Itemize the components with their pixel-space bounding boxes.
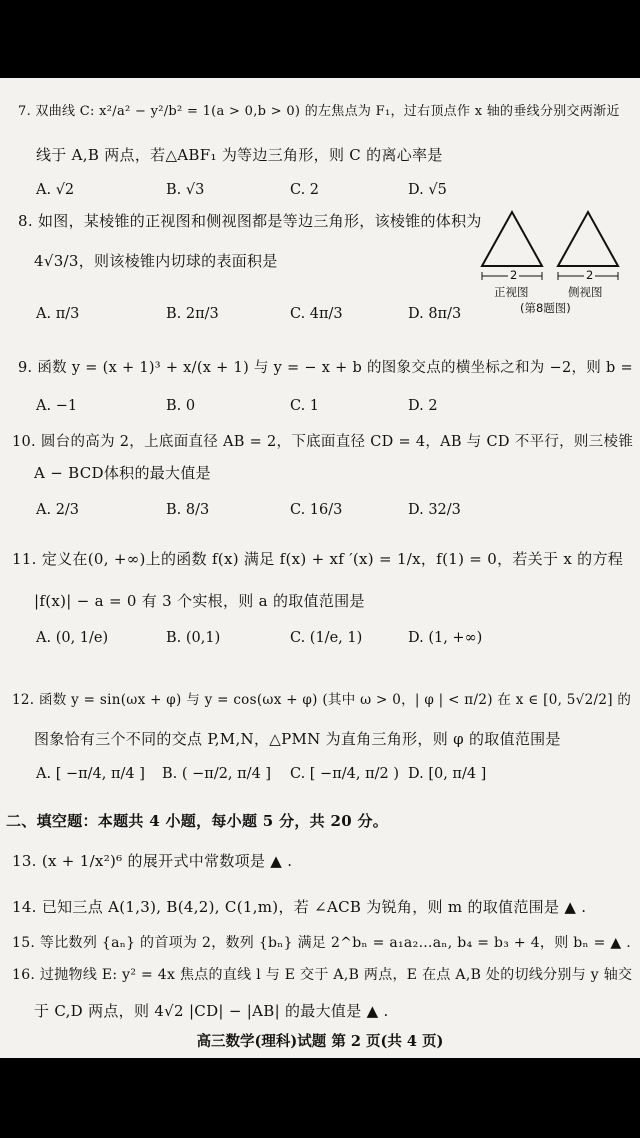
q7-option-a: A. √2 [36,182,75,198]
front-view-triangle [482,212,542,266]
q10-line2: A − BCD体积的最大值是 [34,464,211,482]
q7-line1: 7. 双曲线 C: x²/a² − y²/b² = 1(a > 0,b > 0) 的左焦点为 F₁，过右顶点作 x 轴的垂线分别交两渐近 [18,104,620,119]
q10-option-a: A. 2/3 [36,502,80,518]
q10-option-d: D. 32/3 [408,502,461,518]
q8-line1: 8. 如图，某棱锥的正视图和侧视图都是等边三角形，该棱锥的体积为 [18,212,482,230]
q8-option-a: A. π/3 [36,306,80,322]
q12-option-a: A. [ −π/4, π/4 ] [36,766,145,782]
q10-option-c: C. 16/3 [290,502,343,518]
q15-line1: 15. 等比数列 {aₙ} 的首项为 2，数列 {bₙ} 满足 2^bₙ = a₁a₂…aₙ, b₄ = b₃ + 4，则 bₙ = ▲ . [12,935,631,951]
q12-option-d: D. [0, π/4 ] [408,766,487,782]
front-view-label: 正视图 [494,285,529,299]
q9-option-a: A. −1 [36,398,78,414]
q8-option-b: B. 2π/3 [166,306,219,322]
q12-line1: 12. 函数 y = sin(ωx + φ) 与 y = cos(ωx + φ) (其中 ω > 0，| φ | < π/2) 在 x ∈ [0, 5√2/2] 的 [12,692,632,708]
q12-option-b: B. ( −π/2, π/4 ] [162,766,272,782]
exam-sheet [0,78,640,1058]
q12-line2: 图象恰有三个不同的交点 P,M,N，△PMN 为直角三角形，则 φ 的取值范围是 [34,730,561,748]
side-view-triangle [558,212,618,266]
figure-caption: (第8题图) [520,301,571,315]
q9-option-b: B. 0 [166,398,196,414]
q9-option-d: D. 2 [408,398,438,414]
q11-option-b: B. (0,1) [166,630,221,646]
q11-option-a: A. (0, 1/e) [36,630,109,646]
q8-option-c: C. 4π/3 [290,306,343,322]
q9-option-c: C. 1 [290,398,320,414]
q16-line1: 16. 过抛物线 E: y² = 4x 焦点的直线 l 与 E 交于 A,B 两点，E 在点 A,B 处的切线分别与 y 轴交 [12,967,633,983]
q16-line2: 于 C,D 两点，则 4√2 |CD| − |AB| 的最大值是 ▲ . [34,1002,389,1020]
side-view-label: 侧视图 [568,285,603,299]
q11-option-c: C. (1/e, 1) [290,630,363,646]
q7-line2: 线于 A,B 两点，若△ABF₁ 为等边三角形，则 C 的离心率是 [36,146,443,164]
q10-line1: 10. 圆台的高为 2，上底面直径 AB = 2，下底面直径 CD = 4，AB 与 CD 不平行，则三棱锥 [12,434,634,450]
q13-line1: 13. (x + 1/x²)⁶ 的展开式中常数项是 ▲ . [12,852,293,870]
q12-option-c: C. [ −π/4, π/2 ) [290,766,399,782]
q11-line2: |f(x)| − a = 0 有 3 个实根，则 a 的取值范围是 [34,592,365,610]
q8-figure [474,206,624,286]
q7-option-b: B. √3 [166,182,205,198]
side-dim-label: 2 [586,268,594,282]
q8-option-d: D. 8π/3 [408,306,462,322]
q10-option-b: B. 8/3 [166,502,210,518]
q9-line1: 9. 函数 y = (x + 1)³ + x/(x + 1) 与 y = − x + b 的图象交点的横坐标之和为 −2，则 b = [18,360,633,376]
q11-option-d: D. (1, +∞) [408,630,483,646]
q8-line2: 4√3/3，则该棱锥内切球的表面积是 [34,252,278,270]
front-dim-label: 2 [510,268,518,282]
q7-option-c: C. 2 [290,182,320,198]
q11-line1: 11. 定义在(0, +∞)上的函数 f(x) 满足 f(x) + xf ′(x) = 1/x，f(1) = 0，若关于 x 的方程 [12,550,624,568]
q7-option-d: D. √5 [408,182,447,198]
q14-line1: 14. 已知三点 A(1,3), B(4,2), C(1,m)，若 ∠ACB 为锐角，则 m 的取值范围是 ▲ . [12,898,587,916]
section2-heading: 二、填空题：本题共 4 小题，每小题 5 分，共 20 分。 [6,812,389,830]
page-footer: 高三数学(理科)试题 第 2 页(共 4 页) [196,1033,444,1050]
